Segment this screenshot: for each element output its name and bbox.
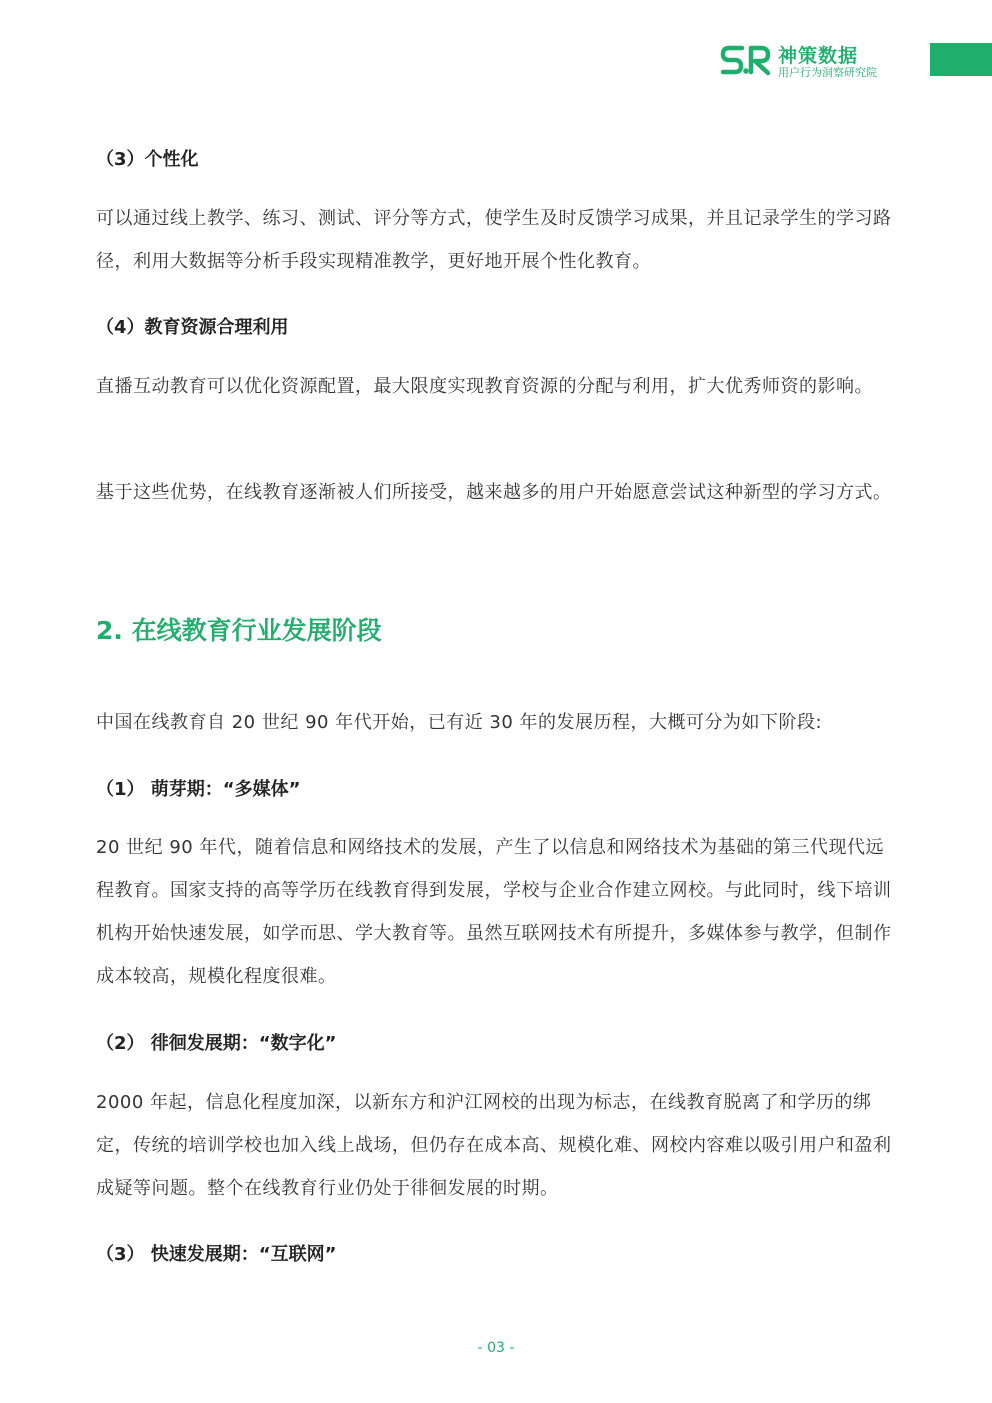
brand-subtitle: 用户行为洞察研究院 <box>778 66 877 79</box>
page-number: - 03 - <box>477 1340 515 1356</box>
paragraph-stage-1: 20 世纪 90 年代，随着信息和网络技术的发展，产生了以信息和网络技术为基础的第三代现代远程教育。国家支持的高等学历在线教育得到发展，学校与企业合作建立网校。与此同时，线下培训机构开始快速发展，如学而思、学大教育等。虽然互联网技术有所提升，多媒体参与教学，但制作成本较高，规模化程度很难。 <box>96 837 892 987</box>
paragraph-stages-intro: 中国在线教育自 20 世纪 90 年代开始，已有近 30 年的发展历程，大概可分为如下阶段: <box>96 712 823 733</box>
brand-name: 神策数据 <box>778 45 859 67</box>
subheading-stage-2: （2） 徘徊发展期：“数字化” <box>96 1033 337 1054</box>
paragraph-stage-2: 2000 年起，信息化程度加深，以新东方和沪江网校的出现为标志，在线教育脱离了和学历的绑定，传统的培训学校也加入线上战场，但仍存在成本高、规模化难、网校内容难以吸引用户和盈利成疑等问题。整个在线教育行业仍处于徘徊发展的时期。 <box>96 1092 892 1199</box>
paragraph-personalization: 可以通过线上教学、练习、测试、评分等方式，使学生及时反馈学习成果，并且记录学生的学习路径，利用大数据等分析手段实现精准教学，更好地开展个性化教育。 <box>96 208 892 272</box>
subheading-stage-3: （3） 快速发展期：“互联网” <box>96 1244 337 1265</box>
header-accent-bar <box>930 43 992 76</box>
section-title: 2. 在线教育行业发展阶段 <box>96 616 382 645</box>
subheading-stage-1: （1） 萌芽期：“多媒体” <box>96 779 301 800</box>
paragraph-advantages-summary: 基于这些优势，在线教育逐渐被人们所接受，越来越多的用户开始愿意尝试这种新型的学习方式。 <box>96 482 892 503</box>
sr-logo-icon <box>720 40 772 80</box>
paragraph-resource-use: 直播互动教育可以优化资源配置，最大限度实现教育资源的分配与利用，扩大优秀师资的影响。 <box>96 376 873 397</box>
subheading-personalization: （3）个性化 <box>96 149 199 170</box>
subheading-resource-use: （4）教育资源合理利用 <box>96 317 289 338</box>
